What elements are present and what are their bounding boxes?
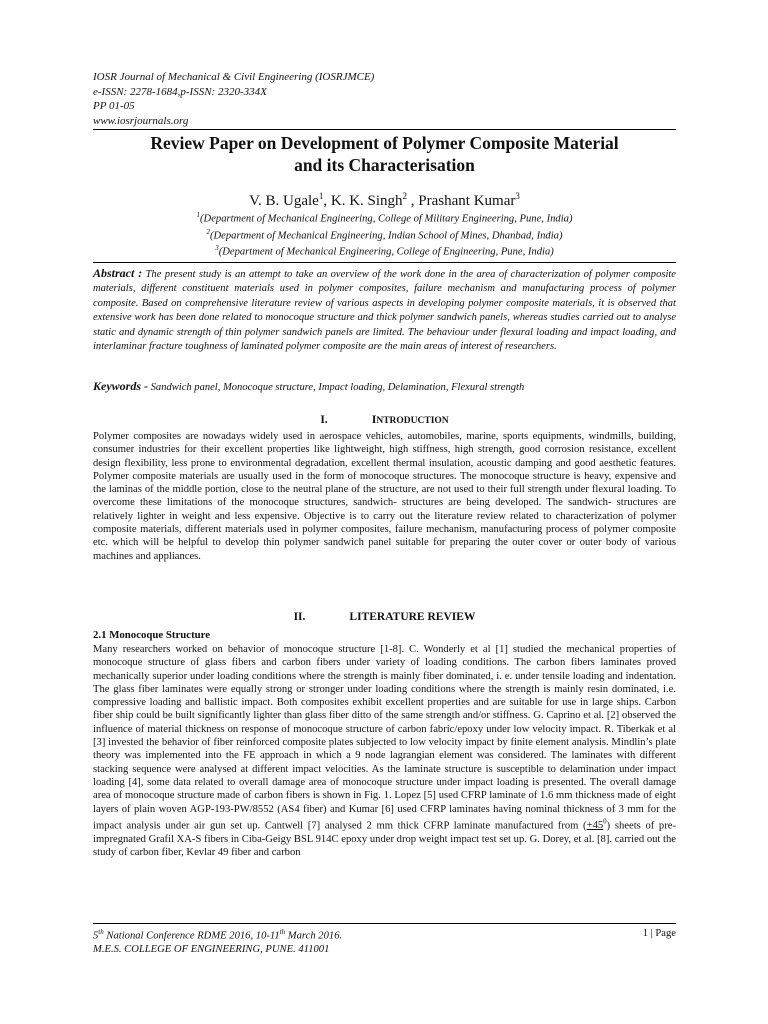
section-title: LITERATURE REVIEW (349, 611, 476, 623)
abstract-divider (93, 262, 676, 263)
section-number: II. (293, 611, 306, 623)
author-affiliation-mark: 3 (515, 191, 520, 201)
journal-issn: e-ISSN: 2278-1684,p-ISSN: 2320-334X (93, 85, 267, 98)
author-name: V. B. Ugale (249, 193, 319, 209)
footer-conference (93, 926, 513, 957)
journal-url[interactable]: www.iosrjournals.org (93, 114, 189, 127)
introduction-paragraph: Polymer composites are nowadays widely used in aerospace vehicles, automobiles, marine, sports equipments, windmills, building, consumer industries for their excellent properties like lightweight, high stiffness, high strength, good corrosion resistance, excellent design flexibility, less prone to environmental degradation, excellent thermal insulation, acoustic damping and good aesthetic features. Polymer composite materials are usually used in the form of monocoque structures. The monocoque structure is heavy, expensive and the laminas of the middle portion, close to the neutral plane of the structure, are not used to their full strength under flexural loading. To overcome these limitations of the monocoque structures, sandwich- structures are being developed. The sandwich- structures are relatively lighter in weight and less expensive. Objective is to carry out the literature review related to characterization of polymer composite materials, different materials used in polymer composites, failure mechanism, manufacturing process of polymer composite etc. which will be helpful to develop thin polymer sandwich panel suitable for preparing the outer cover or outer body of various machines and appliances. (93, 431, 676, 562)
affiliation-mark: 1 (196, 211, 201, 219)
keywords (93, 379, 676, 395)
affiliation-text: (Department of Mechanical Engineering, College of Engineering, Pune, India) (218, 246, 554, 258)
abstract (93, 266, 676, 354)
section-heading-literature-review (93, 610, 676, 624)
paragraph-text: Many researchers worked on behavior of monocoque structure [1-8]. C. Wonderly et al [1] studied the mechanical properties of monocoque structure of glass fibers and carbon fibers under variety of loading conditions. The carbon fibers laminates proved mechanically superior under loading conditions where the strength is mainly fiber dominated, i. e. under tensile loading and indentation. The glass fiber laminates were equally strong or stronger under loading conditions where the strength is mainly resin dominated, i.e. compressive loading and ballistic impact. Both composites exhibit excellent properties and are suitable for use in large ships. Carbon fiber ship could be built significantly lighter than glass fiber ditto of the same strength and/or stiffness. G. Caprino et al. [2] observed the influence of material thickness on response of monocoque structure of carbon fabric/epoxy under low velocity impact. R. Tiberkak et al [3] invested the behavior of fiber reinforced composite plates subjected to low velocity impact by finite element analysis. Mindlin’s plate theory was implemented into the FE approach in which a 9 node lagrangian element was considered. The laminates with different stacking sequence were analysed at different impact velocities. As the laminate structure is susceptible to delamination under impact loading [4], some data related to overall damage area of monocoque structure under impact loading is presented. The overall damage area of monocoque structure made of carbon fibers is shown in Fig. 1. Lopez [5] used CFRP laminate of 1.6 mm thickness made of eight layers of plain woven AGP-193-PW/8552 (AS4 fiber) and Kumar [6] used CFRP laminates having nominal thickness of 3 mm for the impact analysis under air gun set up. Cantwell [7] analysed 2 mm thick CFRP laminate manufactured from ( (93, 644, 676, 832)
footer-divider (93, 923, 676, 924)
header-divider (93, 129, 676, 130)
affiliation-item (93, 226, 676, 243)
affiliation-text: (Department of Mechanical Engineering, Indian School of Mines, Dhanbad, India) (210, 230, 563, 242)
degree-mark: 0 (603, 817, 607, 826)
affiliation-item (93, 209, 676, 226)
affiliation-mark: 2 (206, 227, 210, 236)
journal-name: IOSR Journal of Mechanical & Civil Engineering (IOSRJMCE) (93, 71, 375, 83)
affiliation-list (93, 209, 676, 259)
conference-name: National Conference RDME 2016, 10-11 (103, 930, 280, 942)
author-affiliation-mark: 1 (318, 191, 324, 201)
author-name: K. K. Singh (330, 193, 403, 209)
affiliation-mark: 3 (215, 244, 219, 253)
section-heading-introduction (93, 412, 676, 428)
paper-title-line-1: Review Paper on Development of Polymer Composite Material (150, 133, 619, 153)
keywords-label: Keywords - (93, 379, 148, 393)
keywords-text: Sandwich panel, Monocoque structure, Impact loading, Delamination, Flexural strength (150, 382, 525, 393)
abstract-label: Abstract : (93, 266, 143, 280)
subsection-heading: 2.1 Monocoque Structure (93, 629, 211, 641)
paragraph-text-continued: ) sheets of pre-impregnated Grafil XA-S fibers in Ciba-Geigy BSL 914C epoxy under drop weight impact test set up. G. Dorey, et al. [8]. carried out the study of carbon fiber, Kevlar 49 fiber and carbon (93, 820, 676, 858)
page-number: 1 | Page (642, 928, 676, 939)
author-list: V. B. Ugale$^1$, K. K. Singh$^2$ , Prashant Kumar$^3$ (249, 191, 520, 209)
angle-value: +45 (586, 820, 604, 832)
section-number: I. (320, 414, 328, 426)
journal-pages: PP 01-05 (93, 100, 135, 112)
journal-header (93, 70, 393, 128)
affiliation-item (93, 242, 676, 259)
ordinal-suffix: th (279, 928, 286, 936)
author-name: Prashant Kumar (418, 193, 516, 209)
section-title-initial: I (371, 412, 377, 426)
conference-line (93, 926, 513, 943)
plus-minus-angle (586, 817, 607, 832)
paper-title-line-2: and its Characterisation (294, 155, 475, 175)
affiliation-text: (Department of Mechanical Engineering, College of Military Engineering, Pune, India) (200, 213, 573, 225)
literature-review-paragraph (93, 643, 676, 859)
paper-title (93, 132, 676, 176)
abstract-text: The present study is an attempt to take an overview of the work done in the area of characterization of polymer composite materials, different constituent materials used in polymer composites, failure mechanism and manufacturing process of polymer composite. Based on comprehensive literature review of various aspects in developing polymer composite materials, it is observed that extensive work has been done related to monocoque structure and thick polymer sandwich panels, whereas studies carried out to analyse static and dynamic strength of thin polymer sandwich panels are limited. The behaviour under flexural loading and impact loading, and interlaminar fracture toughness of laminated polymer composite are the main areas of interest of researchers. (93, 269, 676, 353)
ordinal-suffix: th (98, 928, 104, 936)
author-affiliation-mark: 2 (402, 191, 408, 201)
college-line: M.E.S. COLLEGE OF ENGINEERING, PUNE. 411001 (93, 944, 330, 956)
conference-date: March 2016. (285, 930, 343, 942)
section-title-rest: NTRODUCTION (376, 416, 449, 426)
conference-number: 5 (93, 930, 99, 942)
